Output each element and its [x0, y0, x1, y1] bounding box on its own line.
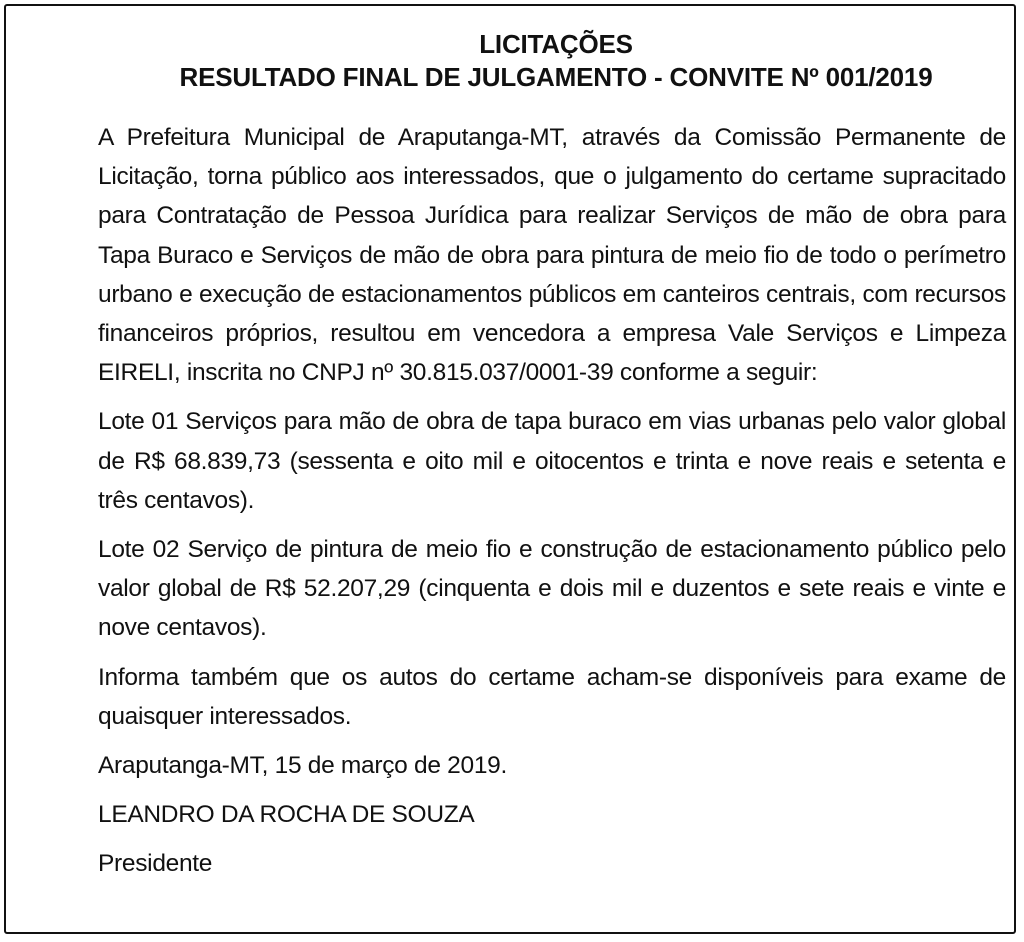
notice-body: [98, 118, 1006, 894]
intro-paragraph: A Prefeitura Municipal de Araputanga-MT, através da Comissão Permanente de Licitação, torna público aos interessados, que o julgamento do certame supracitado para Contratação de Pessoa Jurídica para realizar Serviços de mão de obra para Tapa Buraco e Serviços de mão de obra para pintura de meio fio de todo o perímetro urbano e execução de estacionamentos públicos em canteiros centrais, com recursos financeiros próprios, resultou em vencedora a empresa Vale Serviços e Limpeza EIRELI, inscrita no CNPJ nº 30.815.037/0001-39 conforme a seguir:: [98, 124, 1006, 387]
date-line: Araputanga-MT, 15 de março de 2019.: [98, 752, 507, 780]
availability-paragraph: Informa também que os autos do certame acham-se disponíveis para exame de quaisquer interessados.: [98, 663, 1006, 730]
lot-02-paragraph: Lote 02 Serviço de pintura de meio fio e construção de estacionamento público pelo valor global de R$ 52.207,29 (cinquenta e dois mil e duzentos e sete reais e vinte e nove centavos).: [98, 536, 1006, 642]
signer-name: LEANDRO DA ROCHA DE SOUZA: [98, 801, 475, 829]
lot-01-paragraph: Lote 01 Serviços para mão de obra de tapa buraco em vias urbanas pelo valor global de R$ 68.839,73 (sessenta e oito mil e oitocentos e trinta e nove reais e setenta e três centavos).: [98, 408, 1006, 514]
notice-header: [106, 28, 1006, 94]
public-notice: [4, 4, 1016, 934]
notice-heading: RESULTADO FINAL DE JULGAMENTO - CONVITE Nº 001/2019: [179, 62, 933, 92]
signer-role: Presidente: [98, 850, 213, 878]
section-title: LICITAÇÕES: [479, 29, 633, 59]
